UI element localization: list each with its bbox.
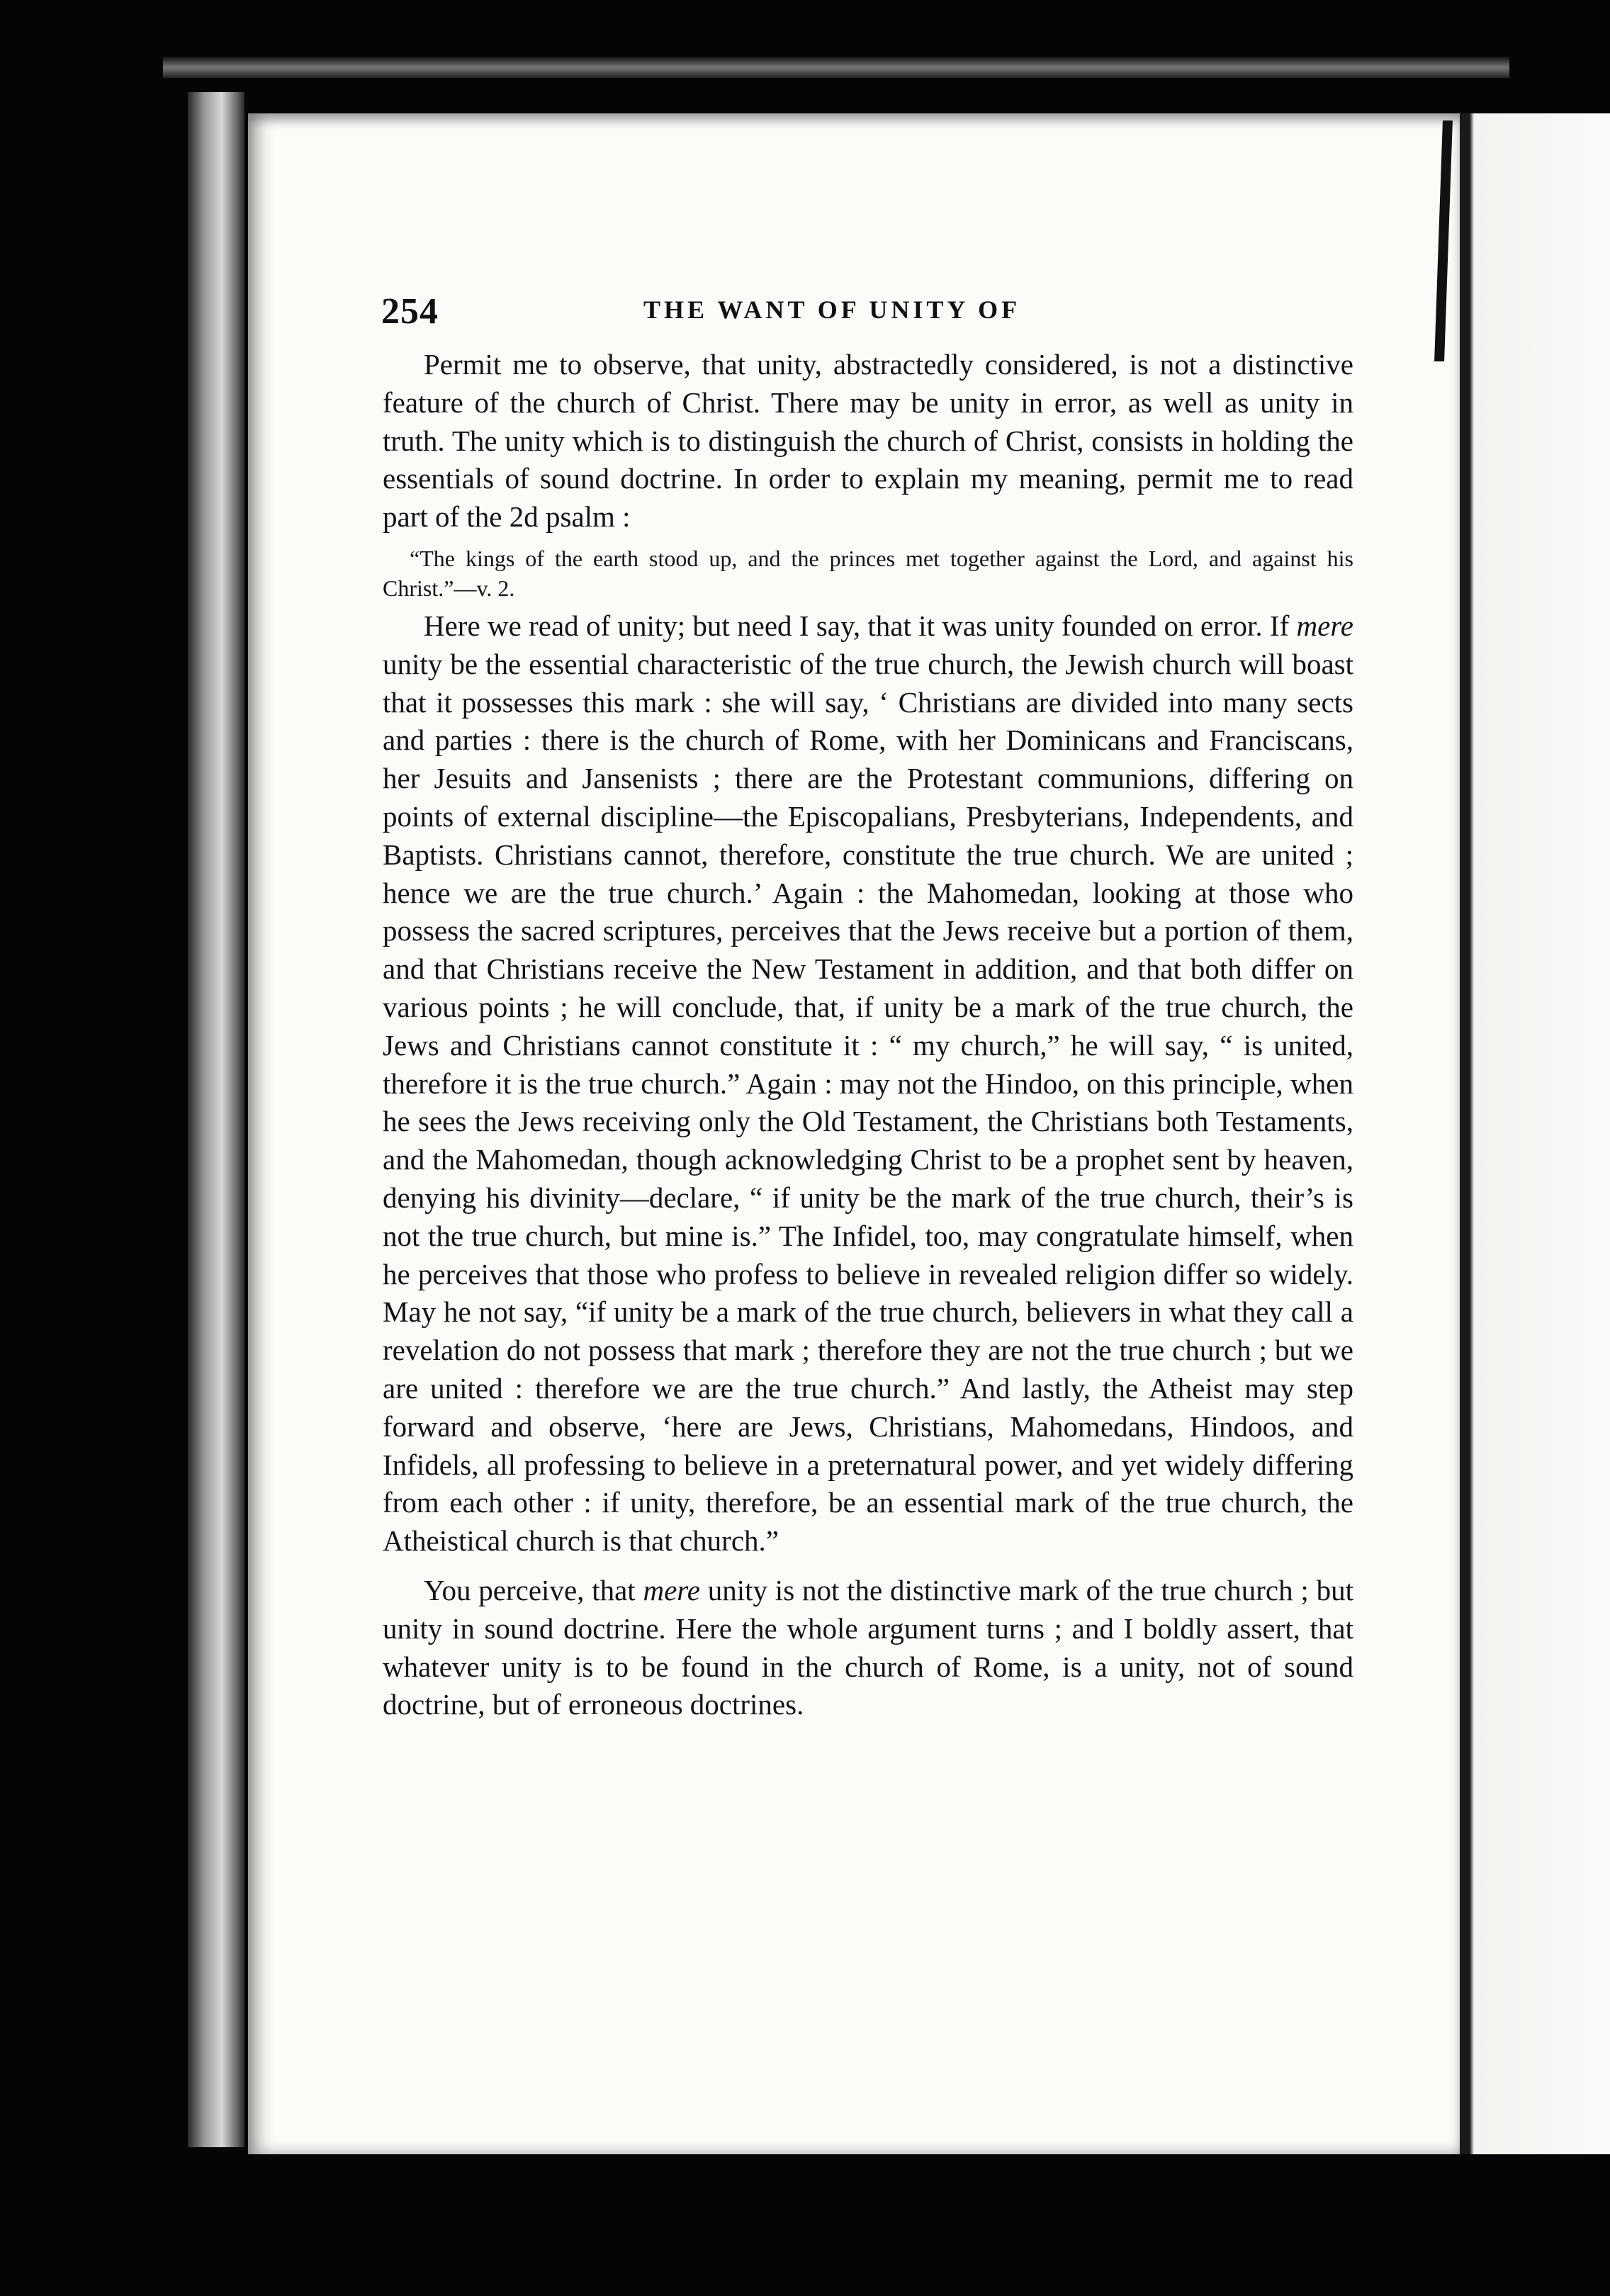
- paragraph-2-emphasis: mere: [1296, 609, 1353, 642]
- paragraph-1: Permit me to observe, that unity, abstractedly considered, is not a distinctive feature of the church of Christ. There may be unity in error, as well as unity in truth. The unity which is to distinguish the church of Christ, consists in holding the essentials of sound doctrine. In order to explain my meaning, permit me to read part of the 2d psalm :: [383, 348, 1353, 534]
- paragraph-3-text-a: You perceive, that: [424, 1573, 643, 1606]
- paragraph-3-emphasis: mere: [643, 1573, 700, 1606]
- paragraph-3-text-b: unity is not the distinctive mark of the true church ; but unity in sound doctrine. Here the whole argument turns ; and I boldly assert, that whatever unity is to be found in the church of Rome, is a unity, not of sound doctrine, but of erroneous doctrines.: [383, 1573, 1353, 1721]
- page-number: 254: [381, 291, 439, 332]
- paragraph-3: [383, 1572, 1353, 1724]
- page-body: [383, 346, 1353, 1724]
- book-spine: [188, 92, 244, 2147]
- paragraph-2-text-b: unity be the essential characteristic of the true church, the Jewish church will boast that it possesses this mark : she will say, ‘ Christians are divided into many sects and parties : there is the church of Rome, with her Dominicans and Franciscans, her Jesuits and Jansenists ; there are the Protestant communions, differing on points of external discipline—the Episcopalians, Presbyterians, Independents, and Baptists. Christians cannot, therefore, constitute the true church. We are united ; hence we are the true church.’ Again : the Mahomedan, looking at those who possess the sacred scriptures, perceives that the Jews receive but a portion of them, and that Christians receive the New Testament in addition, and that both differ on various points ; he will conclude, that, if unity be a mark of the true church, the Jews and Christians cannot constitute it : “ my church,” he will say, “ is united, therefore it is the true church.” Again : may not the Hindoo, on this principle, when he sees the Jews receiving only the Old Testament, the Christians both Testaments, and the Mahomedan, though acknowledging Christ to be a prophet sent by heaven, denying his divinity—declare, “ if unity be the mark of the true church, their’s is not the true church, but mine is.” The Infidel, too, may congratulate himself, when he perceives that those who profess to believe in revealed religion differ so widely. May he not say, “if unity be a mark of the true church, believers in what they call a revelation do not possess that mark ; therefore they are not the true church ; but we are united : therefore we are the true church.” And lastly, the Atheist may step forward and observe, ‘here are Jews, Christians, Mahomedans, Hindoos, and Infidels, all professing to believe in a preternatural power, and yet widely differing from each other : if unity, therefore, be an essential mark of the true church, the Atheistical church is that church.”: [383, 647, 1353, 1558]
- paragraph-2-text-a: Here we read of unity; but need I say, that it was unity founded on error. If: [424, 609, 1297, 642]
- psalm-quotation: “The kings of the earth stood up, and the princes met together against the Lord, and against his Christ.”—v. 2.: [383, 545, 1353, 601]
- facing-page-edge: [1460, 113, 1610, 2154]
- paragraph-spacer: [383, 1560, 1353, 1572]
- page-header: [381, 291, 1387, 340]
- paragraph-2: [383, 607, 1353, 1560]
- book-top-edge: [163, 57, 1509, 78]
- running-title: THE WANT OF UNITY OF: [643, 296, 1021, 324]
